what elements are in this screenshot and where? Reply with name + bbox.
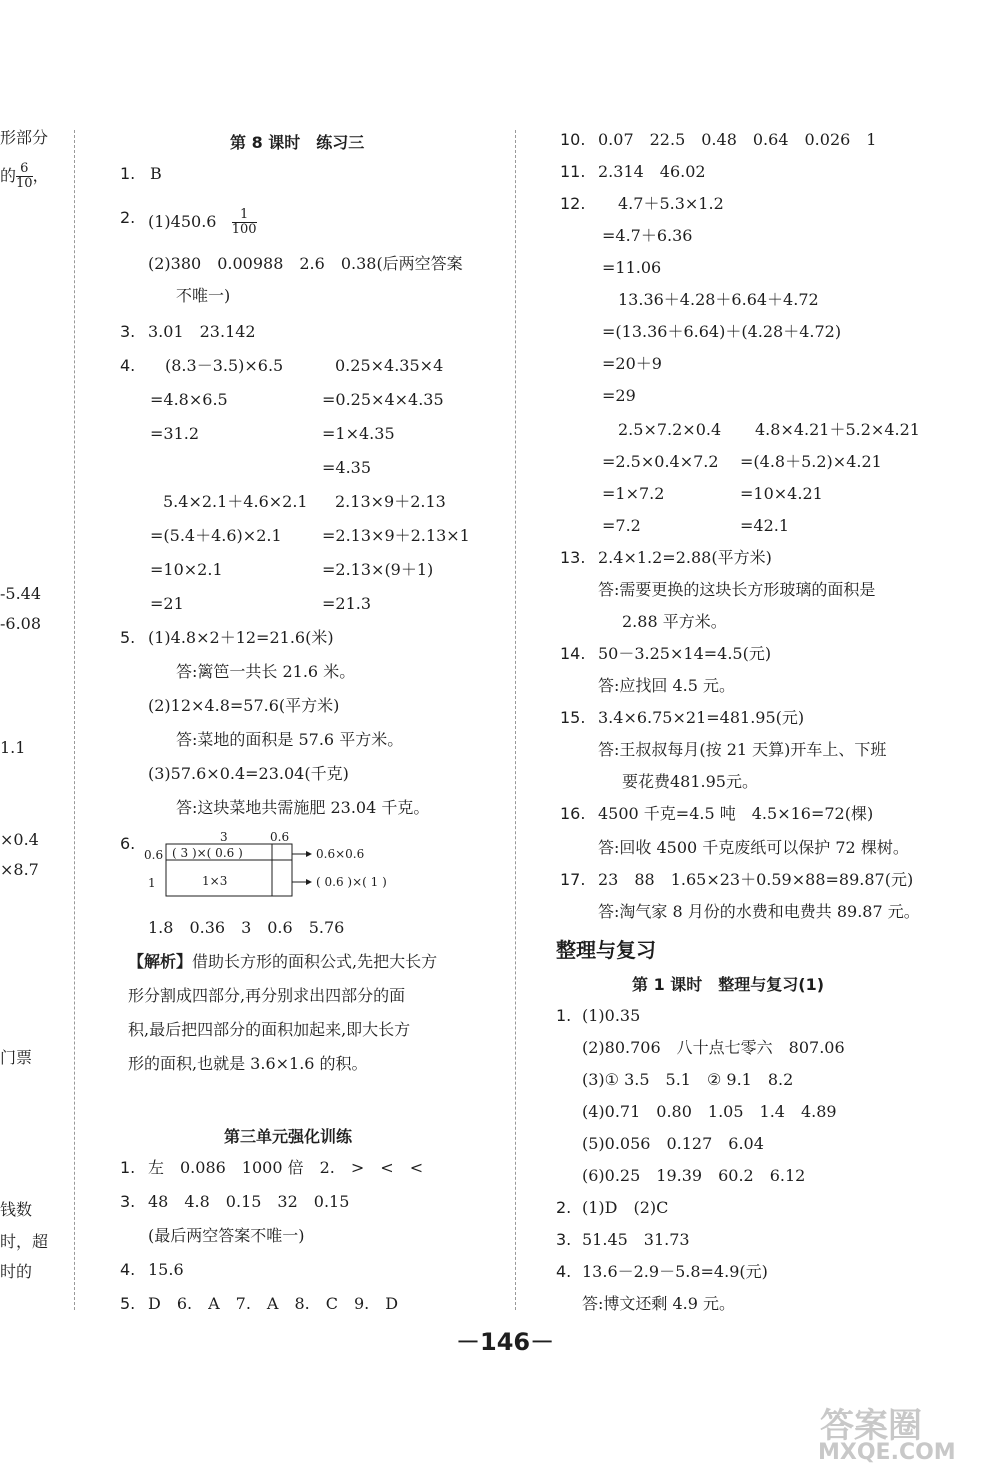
question-number: 4. [556, 1262, 572, 1281]
answer-line: B [150, 164, 162, 183]
left-fragment: -5.44 [0, 584, 42, 603]
calc-line: 2.13×9＋2.13 [335, 492, 446, 511]
question-number: 16. [560, 804, 586, 823]
answer-line: 51.45 31.73 [582, 1230, 690, 1249]
left-fragment: 门票 [0, 1048, 33, 1067]
area-diagram [140, 828, 420, 898]
answer-line: (2)380 0.00988 2.6 0.38(后两空答案 [148, 254, 463, 273]
answer-line: 2.4×1.2=2.88(平方米) [598, 548, 772, 567]
answer-line: 答:回收 4500 千克废纸可以保护 72 棵树。 [598, 838, 909, 857]
answer-line: (2)12×4.8=57.6(平方米) [148, 696, 340, 715]
section-title: 整理与复习 [556, 938, 656, 962]
calc-line: 0.25×4.35×4 [335, 356, 444, 375]
unit-title: 第三单元强化训练 [224, 1127, 353, 1146]
left-fragment: 形部分 [0, 128, 49, 147]
answer-line: 答:需要更换的这块长方形玻璃的面积是 [598, 580, 876, 599]
calc-line: =1×4.35 [322, 424, 395, 443]
analysis-line: 形分割成四部分,再分别求出四部分的面 [128, 986, 406, 1005]
left-fragment: 1.1 [0, 738, 26, 757]
calc-line: 2.5×7.2×0.4 [618, 420, 722, 439]
answer-line: (2)80.706 八十点七零六 807.06 [582, 1038, 845, 1057]
calc-line: =2.5×0.4×7.2 [602, 452, 719, 471]
answer-line: 13.6－2.9－5.8=4.9(元) [582, 1262, 768, 1281]
calc-line: =2.13×(9＋1) [322, 560, 434, 579]
answer-line: 3.01 23.142 [148, 322, 256, 341]
calc-line: 4.8×4.21＋5.2×4.21 [755, 420, 920, 439]
calc-line: =(5.4＋4.6)×2.1 [150, 526, 282, 545]
calc-line: =4.7＋6.36 [602, 226, 693, 245]
answer-line: 答:菜地的面积是 57.6 平方米。 [176, 730, 404, 749]
question-number: 17. [560, 870, 586, 889]
diagram-output: ( 0.6 )×( 1 ) [316, 875, 387, 889]
calc-line: =7.2 [602, 516, 641, 535]
question-number: 14. [560, 644, 586, 663]
column-divider [515, 130, 516, 1310]
calc-line: 4.7＋5.3×1.2 [618, 194, 724, 213]
calc-line: =(4.8＋5.2)×4.21 [740, 452, 882, 471]
question-number: 5. [120, 628, 136, 647]
diagram-label: 3 [220, 830, 228, 844]
analysis-line: 积,最后把四部分的面积加起来,即大长方 [128, 1020, 411, 1039]
answer-line: 答:王叔叔每月(按 21 天算)开车上、下班 [598, 740, 887, 759]
diagram-cell: 1×3 [202, 874, 228, 888]
question-number: 3. [120, 1192, 136, 1211]
answer-line: (5)0.056 0.127 6.04 [582, 1134, 764, 1153]
analysis-line: 形的面积,也就是 3.6×1.6 的积。 [128, 1054, 368, 1073]
answer-line: 要花费481.95元。 [622, 772, 758, 791]
calc-line: =0.25×4×4.35 [322, 390, 444, 409]
page-number: －146－ [456, 1328, 555, 1356]
answer-line: (1)4.8×2＋12=21.6(米) [148, 628, 334, 647]
answer-line: (6)0.25 19.39 60.2 6.12 [582, 1166, 806, 1185]
calc-line: 5.4×2.1＋4.6×2.1 [163, 492, 308, 511]
question-number: 1. [120, 1158, 136, 1177]
answer-line: (3)57.6×0.4=23.04(千克) [148, 764, 349, 783]
answer-line: 答:应找回 4.5 元。 [598, 676, 736, 695]
answer-line: (1)450.6 $\frac{1}{100}$ [148, 207, 257, 237]
calc-line: 13.36＋4.28＋6.64＋4.72 [618, 290, 819, 309]
column-divider [74, 130, 75, 1310]
answer-line: 不唯一) [176, 286, 231, 305]
question-number: 2. [120, 208, 136, 227]
diagram-label: 0.6 [270, 830, 290, 844]
diagram-cell: ( 3 )×( 0.6 ) [172, 846, 243, 860]
answer-line: 答:博文还剩 4.9 元。 [582, 1294, 736, 1313]
question-number: 10. [560, 130, 586, 149]
left-fragment: 钱数 [0, 1200, 33, 1219]
calc-line: =(13.36＋6.64)＋(4.28＋4.72) [602, 322, 842, 341]
question-number: 4. [120, 356, 136, 375]
question-number: 11. [560, 162, 586, 181]
calc-line: =20＋9 [602, 354, 662, 373]
question-number: 1. [120, 164, 136, 183]
answer-line: D 6. A 7. A 8. C 9. D [148, 1294, 399, 1313]
answer-line: 4500 千克=4.5 吨 4.5×16=72(棵) [598, 804, 874, 823]
watermark-logo: 答案圈 [820, 1406, 922, 1446]
calc-line: =21 [150, 594, 184, 613]
calc-line: =21.3 [322, 594, 372, 613]
answer-line: (4)0.71 0.80 1.05 1.4 4.89 [582, 1102, 837, 1121]
answer-line: 3.4×6.75×21=481.95(元) [598, 708, 805, 727]
answer-line: 15.6 [148, 1260, 184, 1279]
calc-line: =2.13×9＋2.13×1 [322, 526, 470, 545]
answer-line: 23 88 1.65×23＋0.59×88=89.87(元) [598, 870, 914, 889]
question-number: 3. [120, 322, 136, 341]
answer-line: (1)D (2)C [582, 1198, 669, 1217]
question-number: 4. [120, 1260, 136, 1279]
question-number: 5. [120, 1294, 136, 1313]
calc-line: =10×2.1 [150, 560, 223, 579]
question-number: 12. [560, 194, 586, 213]
calc-line: =31.2 [150, 424, 200, 443]
question-number: 3. [556, 1230, 572, 1249]
lesson-title: 第 8 课时 练习三 [230, 133, 365, 152]
calc-line: =42.1 [740, 516, 790, 535]
question-number: 6. [120, 834, 136, 853]
answer-line: 50－3.25×14=4.5(元) [598, 644, 772, 663]
answer-line: (1)0.35 [582, 1006, 641, 1025]
question-number: 13. [560, 548, 586, 567]
analysis-tag: 【解析】 [128, 952, 193, 971]
answer-line: 48 4.8 0.15 32 0.15 [148, 1192, 350, 1211]
lesson-title: 第 1 课时 整理与复习(1) [632, 975, 825, 994]
calc-line: (8.3－3.5)×6.5 [165, 356, 284, 375]
diagram-output: 0.6×0.6 [316, 847, 365, 861]
calc-line: =29 [602, 386, 636, 405]
answer-line: 答:淘气家 8 月份的水费和电费共 89.87 元。 [598, 902, 920, 921]
left-fragment: ×8.7 [0, 860, 39, 879]
diagram-label: 1 [148, 876, 156, 890]
question-number: 1. [556, 1006, 572, 1025]
calc-line: =4.8×6.5 [150, 390, 228, 409]
analysis-line: 【解析】借助长方形的面积公式,先把大长方 [128, 952, 438, 971]
left-fragment: 时的 [0, 1262, 33, 1281]
answer-line: 答:篱笆一共长 21.6 米。 [176, 662, 356, 681]
answer-line: (3)① 3.5 5.1 ② 9.1 8.2 [582, 1070, 794, 1089]
question-number: 2. [556, 1198, 572, 1217]
answer-line: 2.314 46.02 [598, 162, 706, 181]
answer-line: 0.07 22.5 0.48 0.64 0.026 1 [598, 130, 877, 149]
answer-line: (最后两空答案不唯一) [148, 1226, 305, 1245]
calc-line: =4.35 [322, 458, 372, 477]
question-number: 15. [560, 708, 586, 727]
left-fragment: 的 $\frac{6}{10}$ ， [0, 161, 49, 191]
left-fragment: ×0.4 [0, 830, 39, 849]
calc-line: =11.06 [602, 258, 662, 277]
answer-line: 2.88 平方米。 [622, 612, 727, 631]
answer-line: 左 0.086 1000 倍 2. > < < [148, 1158, 424, 1177]
left-fragment: -6.08 [0, 614, 42, 633]
calc-line: =10×4.21 [740, 484, 823, 503]
left-fragment: 时，超 [0, 1232, 49, 1251]
calc-line: =1×7.2 [602, 484, 665, 503]
watermark-url: MXQE.COM [818, 1440, 956, 1465]
answer-line: 1.8 0.36 3 0.6 5.76 [148, 918, 345, 937]
diagram-label: 0.6 [144, 848, 164, 862]
answer-line: 答:这块菜地共需施肥 23.04 千克。 [176, 798, 430, 817]
